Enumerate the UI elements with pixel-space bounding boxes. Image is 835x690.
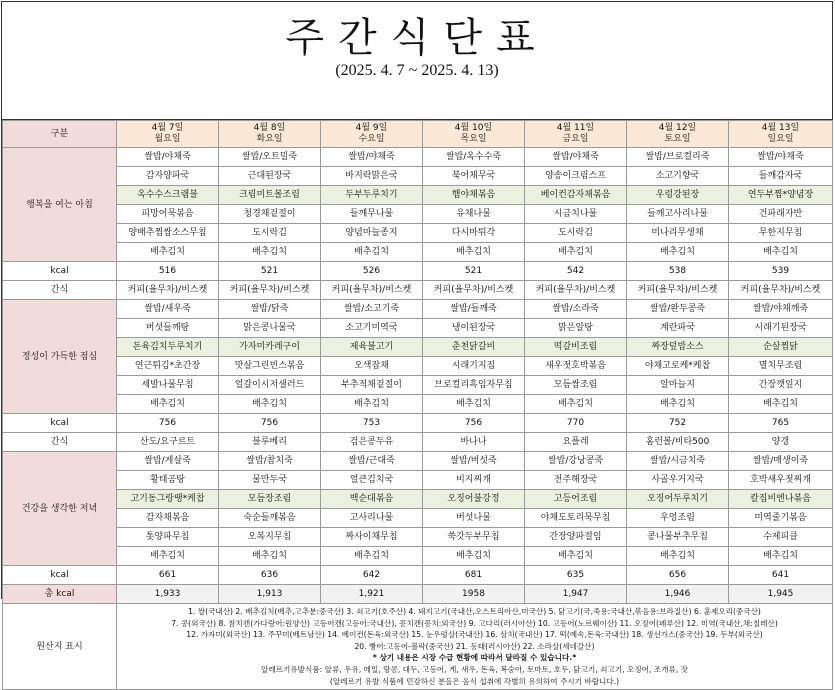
menu-item: 배추김치: [117, 243, 219, 262]
menu-item: 오징어두루치기: [627, 490, 729, 509]
menu-item: 칼집비엔나볶음: [729, 490, 833, 509]
origin-notes: [117, 604, 833, 690]
origin-note-line: 1. 쌀(국내산) 2. 배추김치(배추,고추분:중국산) 3. 쇠고기(호주산) 4. 돼지고기(국내산,오스트리아산,미국산) 5. 닭고기(국,죽용:국내산,볶음용:브라질산) 6. 훈제오리(중국산): [188, 607, 761, 616]
snack1-row: [3, 281, 833, 300]
menu-item: 얼큰김치국: [321, 471, 423, 490]
menu-item: 간장양파절임: [525, 528, 627, 547]
menu-item: 배추김치: [729, 243, 833, 262]
menu-item: 간장깻잎지: [729, 376, 833, 395]
snack-item: 커피(율무차)/비스켓: [321, 281, 423, 300]
origin-note-line: (알레르기 유발 식품에 민감하신 분들은 음식 섭취에 각별히 유의하여 주시기 바랍니다.): [329, 676, 620, 686]
menu-item: 오징어불강정: [423, 490, 525, 509]
menu-item: 쌀밥/옥수수죽: [423, 148, 525, 167]
kcal-value: 753: [321, 414, 423, 433]
kcal-value: 521: [423, 262, 525, 281]
menu-table-body: [3, 121, 833, 690]
menu-item: 맑은콩나물국: [219, 319, 321, 338]
menu-item: 톳양파무침: [117, 528, 219, 547]
day-date: 4월 10일: [454, 123, 493, 133]
menu-item: 미나리무생채: [627, 224, 729, 243]
menu-row: [3, 319, 833, 338]
page-title: 주간식단표: [285, 15, 549, 61]
total-kcal-value: 1,946: [627, 585, 729, 604]
menu-item: 우엉조림: [627, 509, 729, 528]
menu-item: 오색잡채: [321, 357, 423, 376]
menu-row: [3, 528, 833, 547]
day-weekday: 수요일: [358, 134, 385, 144]
dinner-kcal-row: [3, 566, 833, 585]
kcal-value: 526: [321, 262, 423, 281]
menu-item: 피망어묵볶음: [117, 205, 219, 224]
menu-item: 도시락김: [525, 224, 627, 243]
menu-item: 북어채무국: [423, 167, 525, 186]
menu-item: 계란파국: [627, 319, 729, 338]
breakfast-label: 행복을 여는 아침: [3, 148, 117, 262]
total-kcal-value: 1958: [423, 585, 525, 604]
origin-note-line: 7. 콩(외국산) 8. 참치캔(가다랑어:원양산) 고등어캔(고등어:국내산), 꽁치캔(꽁치:외국산) 9. 고다리(러시아산) 10. 고등어(노르웨이산) 11. 오징어(페루산) 12. 미역(국내산,채:칠레산): [171, 618, 778, 628]
menu-row: [3, 452, 833, 471]
menu-item: 물만두국: [219, 471, 321, 490]
column-label: 구분: [3, 121, 117, 148]
menu-item: 배추김치: [219, 243, 321, 262]
menu-item: 배추김치: [321, 395, 423, 414]
day-header: [525, 121, 627, 148]
menu-item: 배추김치: [117, 395, 219, 414]
menu-item: 고등어조림: [525, 490, 627, 509]
kcal-value: 756: [219, 414, 321, 433]
kcal-value: 516: [117, 262, 219, 281]
menu-item: 맑은알탕: [525, 319, 627, 338]
kcal-value: 641: [729, 566, 833, 585]
day-weekday: 화요일: [256, 134, 283, 144]
kcal-value: 756: [423, 414, 525, 433]
day-weekday: 금요일: [562, 134, 589, 144]
menu-item: 백순대볶음: [321, 490, 423, 509]
menu-row: [3, 148, 833, 167]
lunch-kcal-row: [3, 414, 833, 433]
snack-item: 커피(율무차)/비스켓: [525, 281, 627, 300]
menu-row: [3, 376, 833, 395]
kcal-value: 770: [525, 414, 627, 433]
dinner-label: 건강을 생각한 저녁: [3, 452, 117, 566]
day-date: 4월 8일: [253, 123, 286, 133]
menu-item: 청경채겉절이: [219, 205, 321, 224]
snack-item: 블루베리: [219, 433, 321, 452]
menu-row: [3, 224, 833, 243]
menu-item: 들깨감자국: [729, 167, 833, 186]
snack-item: 산도/요구르트: [117, 433, 219, 452]
total-kcal-value: 1,945: [729, 585, 833, 604]
menu-item: 근대된장국: [219, 167, 321, 186]
menu-table: [2, 120, 833, 690]
menu-item: 춘천닭갈비: [423, 338, 525, 357]
menu-item: 쌀밥/버섯죽: [423, 452, 525, 471]
menu-item: 쌀밥/매생이죽: [729, 452, 833, 471]
menu-item: 배추김치: [423, 243, 525, 262]
menu-item: 버섯나물: [423, 509, 525, 528]
lunch-label: 정성이 가득한 점심: [3, 300, 117, 414]
menu-row: [3, 395, 833, 414]
day-header: [321, 121, 423, 148]
menu-item: 쌀밥/근대죽: [321, 452, 423, 471]
menu-item: 비지찌개: [423, 471, 525, 490]
menu-item: 양배추찜쌈소스무침: [117, 224, 219, 243]
kcal-value: 656: [627, 566, 729, 585]
menu-item: 제육불고기: [321, 338, 423, 357]
snack-item: 커피(율무차)/비스켓: [729, 281, 833, 300]
day-header: [117, 121, 219, 148]
total-kcal-value: 1,947: [525, 585, 627, 604]
menu-item: 쌀밥/야채깨죽: [729, 300, 833, 319]
menu-item: 크림미트볼조림: [219, 186, 321, 205]
menu-item: 맛살그린빈스볶음: [219, 357, 321, 376]
menu-item: 전주해장국: [525, 471, 627, 490]
snack-item: 양갱: [729, 433, 833, 452]
menu-item: 쌀밥/오트밀죽: [219, 148, 321, 167]
menu-item: 쌀밥/게살죽: [117, 452, 219, 471]
menu-item: 감자양파국: [117, 167, 219, 186]
menu-item: 황태곰탕: [117, 471, 219, 490]
menu-item: 야채고로케*케찹: [627, 357, 729, 376]
kcal-value: 642: [321, 566, 423, 585]
total-label: 총 kcal: [3, 585, 117, 604]
menu-item: 두부두루치기: [321, 186, 423, 205]
menu-item: 연두부찜*양념장: [729, 186, 833, 205]
snack-item: 커피(율무차)/비스켓: [219, 281, 321, 300]
menu-item: 냉이된장국: [423, 319, 525, 338]
menu-item: 쌀밥/야채죽: [729, 148, 833, 167]
menu-item: 양념마늘종지: [321, 224, 423, 243]
menu-item: 쌀밥/완두콩죽: [627, 300, 729, 319]
kcal-value: 538: [627, 262, 729, 281]
day-date: 4월 13일: [761, 123, 800, 133]
menu-item: 쌀밥/새우죽: [117, 300, 219, 319]
total-kcal-value: 1,921: [321, 585, 423, 604]
menu-item: 모듬장조림: [219, 490, 321, 509]
origin-row: [3, 604, 833, 690]
menu-item: 감자채볶음: [117, 509, 219, 528]
snack-item: 커피(율무차)/비스켓: [423, 281, 525, 300]
menu-row: [3, 186, 833, 205]
menu-item: 짜장덮밥소스: [627, 338, 729, 357]
snack-item: 홈런볼/비타500: [627, 433, 729, 452]
menu-item: 배추김치: [321, 547, 423, 566]
kcal-value: 765: [729, 414, 833, 433]
kcal-value: 681: [423, 566, 525, 585]
menu-item: 쌀밥/야채죽: [117, 148, 219, 167]
menu-item: 쌀밥/야채죽: [321, 148, 423, 167]
menu-item: 수제피클: [729, 528, 833, 547]
menu-item: 오복지무침: [219, 528, 321, 547]
kcal-value: 636: [219, 566, 321, 585]
menu-item: 쌀밥/야채죽: [525, 148, 627, 167]
menu-item: 가자미카레구이: [219, 338, 321, 357]
snack-item: 요플레: [525, 433, 627, 452]
menu-item: 쑥갓두부무침: [423, 528, 525, 547]
total-kcal-value: 1,933: [117, 585, 219, 604]
menu-item: 세발나물무침: [117, 376, 219, 395]
menu-item: 연근튀김*초간장: [117, 357, 219, 376]
snack-item: 검은콩두유: [321, 433, 423, 452]
menu-item: 양송이크림스프: [525, 167, 627, 186]
snack-item: 커피(율무차)/비스켓: [117, 281, 219, 300]
origin-note-line: * 상기 내용은 시장 수급 현황에 따라서 달라질 수 있습니다.*: [372, 653, 577, 663]
menu-item: 떡갈비조림: [525, 338, 627, 357]
menu-item: 쌀밥/소라죽: [525, 300, 627, 319]
menu-item: 배추김치: [627, 395, 729, 414]
kcal-label: kcal: [3, 566, 117, 585]
menu-item: 배추김치: [627, 243, 729, 262]
snack-label: 간식: [3, 281, 117, 300]
menu-item: 건파래자반: [729, 205, 833, 224]
day-header: [219, 121, 321, 148]
menu-item: 쌀밥/참치죽: [219, 452, 321, 471]
menu-item: 배추김치: [627, 547, 729, 566]
menu-item: 쌀밥/소고기죽: [321, 300, 423, 319]
menu-item: 소고기향국: [627, 167, 729, 186]
menu-row: [3, 547, 833, 566]
menu-row: [3, 243, 833, 262]
menu-item: 모듬쌈조림: [525, 376, 627, 395]
kcal-value: 661: [117, 566, 219, 585]
kcal-value: 521: [219, 262, 321, 281]
kcal-value: 756: [117, 414, 219, 433]
menu-item: 무한지무침: [729, 224, 833, 243]
menu-item: 사골우거지국: [627, 471, 729, 490]
day-header: [729, 121, 833, 148]
kcal-label: kcal: [3, 262, 117, 281]
menu-item: 콩나물부추무침: [627, 528, 729, 547]
day-weekday: 일요일: [767, 134, 794, 144]
menu-item: 쌀밥/강낭콩죽: [525, 452, 627, 471]
menu-item: 시래기지짐: [423, 357, 525, 376]
snack-label: 간식: [3, 433, 117, 452]
snack-item: 바나나: [423, 433, 525, 452]
menu-item: 배추김치: [729, 547, 833, 566]
menu-item: 순살찜닭: [729, 338, 833, 357]
menu-sheet: [1, 1, 833, 686]
menu-item: 배추김치: [525, 547, 627, 566]
menu-item: 고기동그랑땡*케찹: [117, 490, 219, 509]
menu-item: 바지락맑은국: [321, 167, 423, 186]
day-header: [627, 121, 729, 148]
day-weekday: 월요일: [154, 134, 181, 144]
menu-item: 새우젓호박볶음: [525, 357, 627, 376]
menu-item: 배추김치: [117, 547, 219, 566]
day-header: [423, 121, 525, 148]
day-date: 4월 11일: [556, 123, 595, 133]
menu-item: 쌀밥/닭죽: [219, 300, 321, 319]
day-date: 4월 7일: [151, 123, 184, 133]
date-range: (2025. 4. 7 ~ 2025. 4. 13): [335, 62, 499, 79]
origin-note-line: 20. 빵어:고등어-볼락(중국산) 21. 동태(러시아산) 22. 소라살(세네갈산): [354, 641, 595, 651]
day-weekday: 토요일: [664, 134, 691, 144]
menu-item: 고사리나물: [321, 509, 423, 528]
menu-item: 배추김치: [525, 243, 627, 262]
menu-row: [3, 300, 833, 319]
menu-item: 시래기된장국: [729, 319, 833, 338]
menu-item: 돈육김치두루치기: [117, 338, 219, 357]
menu-item: 소고기미역국: [321, 319, 423, 338]
menu-row: [3, 205, 833, 224]
kcal-value: 539: [729, 262, 833, 281]
menu-row: [3, 338, 833, 357]
menu-item: 버섯들깨탕: [117, 319, 219, 338]
day-date: 4월 9일: [355, 123, 388, 133]
menu-row: [3, 490, 833, 509]
menu-item: 쌀밥/시금치죽: [627, 452, 729, 471]
menu-item: 얼갈이시저샐러드: [219, 376, 321, 395]
menu-item: 배추김치: [525, 395, 627, 414]
menu-item: 베이컨감자채볶음: [525, 186, 627, 205]
kcal-value: 635: [525, 566, 627, 585]
origin-note-line: 12. 가자미(외국산) 13. 주꾸미(베트남산) 14. 베이컨(돈육:외국산) 15. 눈우렁살(국내산) 16. 삼치(국내산) 17. 떡(예속,돈육:국내산) 18. 생선가스(중국산) 19. 두부(외국산): [186, 630, 763, 640]
day-weekday: 목요일: [460, 134, 487, 144]
menu-item: 배추김치: [729, 395, 833, 414]
menu-item: 다시마튀각: [423, 224, 525, 243]
kcal-label: kcal: [3, 414, 117, 433]
total-kcal-value: 1,913: [219, 585, 321, 604]
menu-item: 배추김치: [423, 547, 525, 566]
menu-item: 유채나물: [423, 205, 525, 224]
kcal-value: 542: [525, 262, 627, 281]
menu-item: 쌀밥/브로컬리죽: [627, 148, 729, 167]
menu-item: 옥수수스크램블: [117, 186, 219, 205]
menu-item: 부추적채겉절이: [321, 376, 423, 395]
menu-item: 배추김치: [423, 395, 525, 414]
menu-item: 배추김치: [219, 547, 321, 566]
menu-item: 브로컬리흑임자무침: [423, 376, 525, 395]
menu-item: 들깨고사리나물: [627, 205, 729, 224]
title-area: [2, 2, 832, 120]
menu-item: 멸치무조림: [729, 357, 833, 376]
snack-item: 커피(율무차)/비스켓: [627, 281, 729, 300]
menu-item: 숙순들깨볶음: [219, 509, 321, 528]
menu-item: 쌀밥/들깨죽: [423, 300, 525, 319]
breakfast-kcal-row: [3, 262, 833, 281]
menu-row: [3, 471, 833, 490]
menu-item: 들깨무나물: [321, 205, 423, 224]
menu-item: 미역줄기볶음: [729, 509, 833, 528]
origin-label: 원산지 표시: [3, 604, 117, 690]
header-row: [3, 121, 833, 148]
menu-row: [3, 167, 833, 186]
menu-item: 야채도토리묵무침: [525, 509, 627, 528]
origin-note-line: 알레르기유발식품: 알류, 우유, 메밀, 땅콩, 대두, 고등어, 게, 새우, 돈육, 복숭아, 토마토, 호두, 닭고기, 쇠고기, 오징어, 조개류, 잣: [261, 664, 688, 674]
kcal-value: 752: [627, 414, 729, 433]
menu-item: 배추김치: [321, 243, 423, 262]
menu-item: 우렁강된장: [627, 186, 729, 205]
menu-row: [3, 357, 833, 376]
menu-item: 시금치나물: [525, 205, 627, 224]
menu-item: 알마늘지: [627, 376, 729, 395]
day-date: 4월 12일: [658, 123, 697, 133]
snack2-row: [3, 433, 833, 452]
menu-item: 호박새우젓찌개: [729, 471, 833, 490]
menu-row: [3, 509, 833, 528]
menu-item: 짜사이채무침: [321, 528, 423, 547]
menu-item: 도시락김: [219, 224, 321, 243]
menu-item: 배추김치: [219, 395, 321, 414]
menu-item: 햄야채볶음: [423, 186, 525, 205]
